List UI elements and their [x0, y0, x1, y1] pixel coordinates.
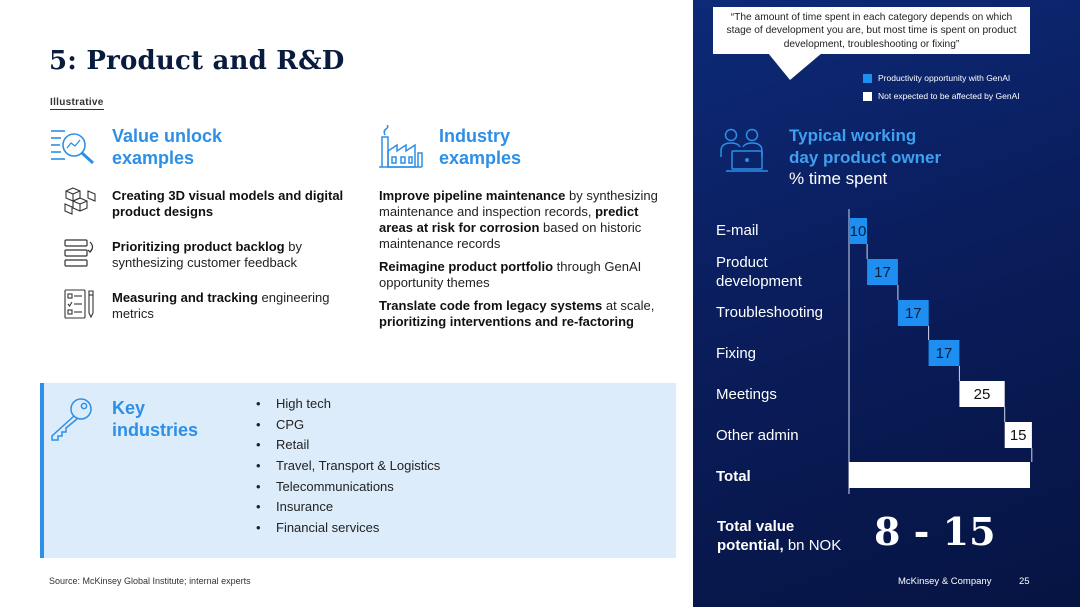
industry-example-bold: Reimagine product portfolio	[379, 259, 554, 274]
category-label-line: development	[716, 273, 802, 290]
category-label-line: E-mail	[716, 222, 759, 239]
industry-example-text: at scale,	[602, 298, 655, 313]
key-industries-heading-line1: Key	[112, 398, 146, 418]
category-label-line: Product	[716, 254, 768, 271]
typical-day-subtitle: % time spent	[789, 169, 888, 188]
list-item: • High tech	[256, 394, 440, 415]
brand-footer: McKinsey & Company	[898, 576, 992, 587]
total-value-number: 8 - 15	[874, 509, 996, 554]
data-label: 17	[904, 305, 922, 322]
data-label: 10	[849, 223, 867, 240]
key-industries-heading-line2: industries	[112, 420, 199, 440]
category-label-line: Total	[716, 468, 751, 485]
data-label: 17	[935, 345, 953, 362]
value-unlock-heading-line1: Value unlock	[112, 126, 223, 146]
value-unlock-rest: engineering metrics	[112, 290, 330, 321]
quote-callout: “The amount of time spent in each category depends on which stage of development you are, but most time is spent on product development, troubleshooting or fixing”	[713, 7, 1030, 54]
typical-day-heading-line1: Typical working	[789, 126, 917, 145]
legend-label-unaffected: Not expected to be affected by GenAI	[878, 91, 1020, 101]
category-label-line: Fixing	[716, 345, 757, 362]
industry-examples-heading-line2: examples	[439, 148, 522, 168]
total-value-label-bold: potential,	[717, 537, 784, 554]
legend-label-genai: Productivity opportunity with GenAI	[878, 73, 1011, 83]
data-label: 15	[1009, 427, 1027, 444]
value-unlock-bold: Prioritizing product backlog	[112, 239, 285, 254]
industry-example-bold: prioritizing interventions and re-factoring	[379, 314, 634, 329]
industry-example-bold: Improve pipeline maintenance	[379, 188, 566, 203]
value-unlock-bold: Measuring and tracking	[112, 290, 258, 305]
list-item: • Financial services	[256, 518, 440, 539]
total-value-label-line2	[717, 536, 841, 555]
list-item: • Telecommunications	[256, 477, 440, 498]
total-value-label-unit: bn NOK	[783, 537, 842, 554]
typical-day-heading-line2: day product owner	[789, 148, 942, 167]
industry-example-text: based on historic maintenance records	[379, 220, 642, 251]
page-title: 5: Product and R&D	[49, 46, 345, 76]
data-label: 17	[874, 264, 891, 281]
data-label: 25	[973, 386, 991, 403]
value-unlock-bold: Creating 3D visual models and digital product designs	[112, 188, 344, 219]
category-label-line: Troubleshooting	[716, 304, 824, 321]
industry-example-text: through GenAI opportunity themes	[379, 259, 642, 290]
category-label-line: Other admin	[716, 427, 799, 444]
waterfall-bar	[849, 462, 1030, 488]
value-unlock-heading-line2: examples	[112, 148, 195, 168]
industry-example-bold: Translate code from legacy systems	[379, 298, 603, 313]
industry-examples-heading-line1: Industry	[439, 126, 511, 146]
total-value-label	[717, 517, 841, 555]
value-unlock-rest: by synthesizing customer feedback	[112, 239, 302, 270]
category-label-line: Meetings	[716, 386, 777, 403]
total-value-label-line1: Total value	[717, 518, 795, 535]
list-item: • Insurance	[256, 497, 440, 518]
list-item: • Travel, Transport & Logistics	[256, 456, 440, 477]
industry-example-text: by synthesizing maintenance and inspection records,	[379, 188, 658, 219]
industry-example-bold: predict areas at risk for corrosion	[379, 204, 639, 235]
list-item: • Retail	[256, 435, 440, 456]
page-number: 25	[1019, 576, 1030, 587]
source-note: Source: McKinsey Global Institute; internal experts	[49, 576, 251, 586]
illustrative-tag: Illustrative	[50, 97, 104, 108]
list-item: • CPG	[256, 415, 440, 436]
